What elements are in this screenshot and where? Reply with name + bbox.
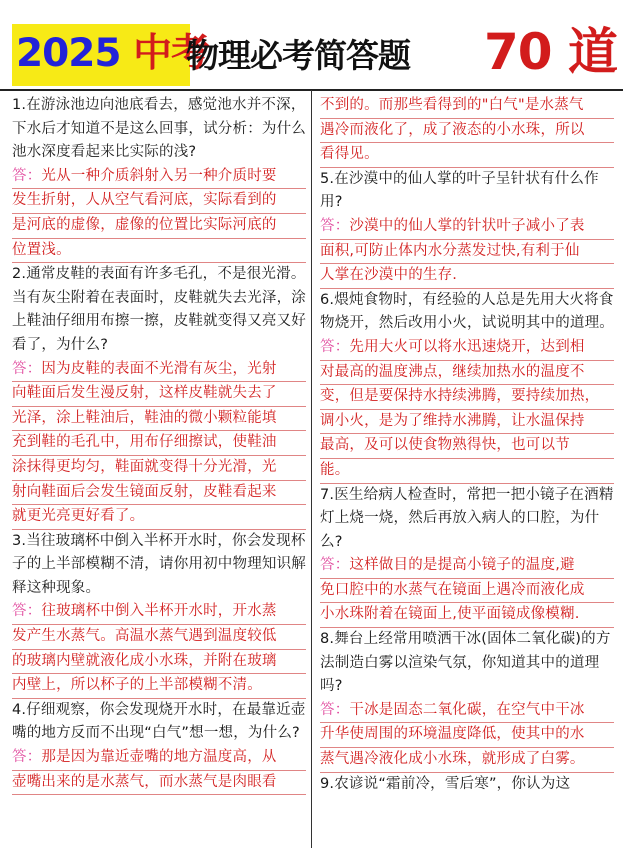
answer-line	[12, 481, 306, 506]
answer-label: 答：	[12, 167, 42, 184]
answer-text: 充到鞋的毛孔中，用布仔细擦试，使鞋油	[12, 434, 277, 451]
answer-line	[320, 699, 614, 724]
answer-line	[12, 771, 306, 796]
answer-text: 升华使周围的环境温度降低，使其中的水	[320, 726, 585, 743]
left-column	[12, 94, 306, 795]
answer-text: 就更光亮更好看了。	[12, 508, 145, 525]
answer-line	[320, 554, 614, 579]
answer-text: 的玻璃内壁就液化成小水珠，并附在玻璃	[12, 652, 277, 669]
answer-text: 发产生水蒸气。高温水蒸气遇到温度较低	[12, 628, 277, 645]
answer-label: 答：	[320, 338, 350, 355]
answer-label: 答：	[12, 749, 42, 766]
answer-line	[12, 358, 306, 383]
answer-text: 免口腔中的水蒸气在镜面上遇冷而液化成	[320, 581, 585, 598]
answer-text: 内壁上，所以杯子的上半部模糊不清。	[12, 677, 262, 694]
answer-line	[12, 505, 306, 530]
page-header	[0, 0, 623, 90]
answer-text: 遇冷而液化了，成了液态的小水珠，所以	[320, 121, 585, 138]
answer-text: 面积,可防止体内水分蒸发过快,有利于仙	[320, 242, 580, 259]
qa-item	[12, 263, 306, 530]
title-year: 2025 中考	[16, 31, 210, 76]
answer-line	[320, 264, 614, 289]
answer-text: 能。	[320, 461, 350, 478]
answer-text: 人掌在沙漠中的生存.	[320, 267, 458, 284]
answer-line	[12, 189, 306, 214]
answer-line	[320, 240, 614, 265]
answer-text: 变，但是要保持水持续沸腾，要持续加热，	[320, 388, 600, 405]
answer-line	[12, 165, 306, 190]
answer-text: 位置浅。	[12, 241, 71, 258]
question-text: 4.仔细观察，你会发现烧开水时，在最靠近壶嘴的地方反而不出现“白气”想一想，为什么?	[12, 701, 306, 742]
answer-line	[320, 748, 614, 773]
question-text: 6.煨炖食物时，有经验的人总是先用大火将食物烧开，然后改用小火，试说明其中的道理。	[320, 291, 614, 332]
answer-text: 因为皮鞋的表面不光滑有灰尘，光射	[41, 360, 277, 377]
page-title: 物理必考简答题	[186, 36, 410, 75]
qa-item	[12, 94, 306, 263]
answer-line	[12, 214, 306, 239]
qa-item	[320, 168, 614, 289]
answer-text: 壶嘴出来的是水蒸气，而水蒸气是肉眼看	[12, 773, 277, 790]
answer-line	[320, 603, 614, 628]
answer-text: 射向鞋面后会发生镜面反射，皮鞋看起来	[12, 483, 277, 500]
answer-label: 答：	[12, 603, 42, 620]
question-text: 7.医生给病人检查时，常把一把小镜子在酒精灯上烧一烧，然后再放入病人的口腔，为什么?	[320, 486, 614, 550]
answer-line	[320, 94, 614, 119]
answer-line	[320, 410, 614, 435]
answer-line	[320, 579, 614, 604]
answer-text: 那是因为靠近壶嘴的地方温度高，从	[41, 749, 277, 766]
answer-label: 答：	[12, 360, 42, 377]
answer-line	[12, 600, 306, 625]
answer-line	[320, 434, 614, 459]
answer-line	[12, 674, 306, 699]
qa-item	[320, 289, 614, 484]
answer-line	[12, 625, 306, 650]
answer-text: 不到的。而那些看得到的"白气"是水蒸气	[320, 97, 584, 113]
right-column	[320, 94, 614, 796]
column-divider	[311, 90, 312, 848]
qa-item	[320, 484, 614, 629]
answer-text: 涂抹得更均匀，鞋面就变得十分光滑，光	[12, 458, 277, 475]
qa-item	[12, 699, 306, 795]
answer-line	[320, 336, 614, 361]
answer-line	[320, 215, 614, 240]
answer-line	[12, 382, 306, 407]
answer-line	[12, 431, 306, 456]
answer-label: 答：	[320, 557, 350, 574]
qa-item	[320, 628, 614, 773]
answer-line	[320, 723, 614, 748]
answer-line	[320, 119, 614, 144]
answer-text: 往玻璃杯中倒入半杯开水时，开水蒸	[41, 603, 277, 620]
qa-item	[12, 530, 306, 699]
answer-text: 调小火，是为了维持水沸腾，让水温保持	[320, 412, 585, 429]
question-text: 3.当往玻璃杯中倒入半杯开水时，你会发现杯子的上半部模糊不清，请你用初中物理知识解释这种现象。	[12, 532, 306, 596]
answer-text: 对最高的温度沸点，继续加热水的温度不	[320, 363, 585, 380]
answer-line	[320, 459, 614, 484]
question-text: 1.在游泳池边向池底看去，感觉池水并不深，下水后才知道不是这么回事，试分析：为什么池水深度看起来比实际的浅?	[12, 97, 306, 161]
answer-line	[12, 456, 306, 481]
answer-text: 光从一种介质斜射入另一种介质时要	[41, 167, 277, 184]
question-count: 70 道	[484, 23, 617, 81]
answer-line	[320, 361, 614, 386]
answer-line	[12, 239, 306, 264]
answer-line	[320, 143, 614, 168]
answer-text: 先用大火可以将水迅速烧开，达到相	[349, 338, 585, 355]
answer-line	[320, 385, 614, 410]
qa-item	[320, 94, 614, 168]
answer-text: 小水珠附着在镜面上,使平面镜成像模糊.	[320, 606, 580, 623]
title-highlight-text: 中考	[133, 31, 210, 76]
answer-line	[12, 746, 306, 771]
question-text: 8.舞台上经常用喷洒干冰(固体二氧化碳)的方法制造白雾以渲染气氛，你知道其中的道理吗?	[320, 631, 611, 695]
answer-text: 向鞋面后发生漫反射，这样皮鞋就失去了	[12, 385, 277, 402]
answer-text: 最高，及可以使食物熟得快，也可以节	[320, 437, 570, 454]
answer-line	[12, 407, 306, 432]
answer-text: 干冰是固态二氧化碳，在空气中干冰	[349, 701, 585, 718]
answer-line	[12, 650, 306, 675]
answer-text: 看得见。	[320, 146, 379, 163]
answer-text: 是河底的虚像，虚像的位置比实际河底的	[12, 216, 277, 233]
qa-item	[320, 773, 614, 797]
answer-text: 蒸气遇冷液化成小水珠，就形成了白雾。	[320, 751, 585, 768]
answer-label: 答：	[320, 701, 350, 718]
question-text: 2.通常皮鞋的表面有许多毛孔，不是很光滑。当有灰尘附着在表面时，皮鞋就失去光泽，涂上鞋油仔细用布擦一擦，皮鞋就变得又亮又好看了，为什么?	[12, 266, 306, 353]
answer-text: 这样做目的是提高小镜子的温度,避	[349, 557, 575, 574]
answer-text: 光泽，涂上鞋油后，鞋油的微小颗粒能填	[12, 409, 277, 426]
question-text: 5.在沙漠中的仙人掌的叶子呈针状有什么作用?	[320, 170, 599, 211]
answer-text: 沙漠中的仙人掌的针状叶子减小了表	[349, 217, 585, 234]
answer-text: 发生折射，人从空气看河底，实际看到的	[12, 192, 277, 209]
question-text: 9.农谚说“霜前冷，雪后寒”，你认为这	[320, 775, 571, 792]
answer-label: 答：	[320, 217, 350, 234]
